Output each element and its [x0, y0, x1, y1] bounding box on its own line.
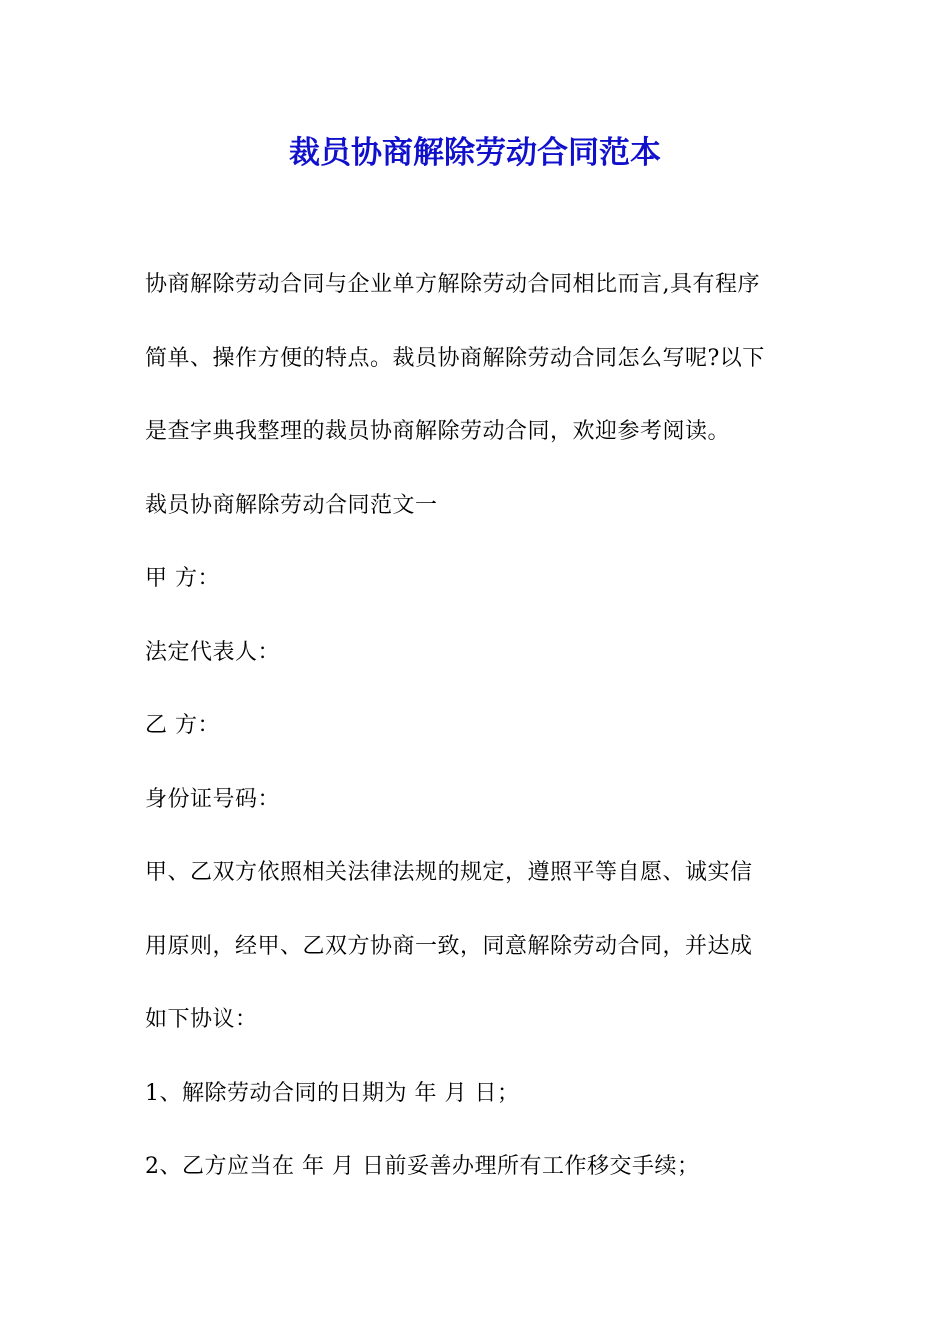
document-body — [145, 248, 810, 1204]
clause-1: 1、解除劳动合同的日期为 年 月 日； — [145, 1080, 520, 1106]
party-a-label: 甲 方： — [145, 566, 220, 591]
clause-2: 2、乙方应当在 年 月 日前妥善办理所有工作移交手续； — [145, 1154, 700, 1179]
intro-line-1: 协商解除劳动合同与企业单方解除劳动合同相比而言,具有程序 — [145, 272, 760, 297]
id-number-label: 身份证号码： — [145, 786, 281, 812]
legal-representative-label: 法定代表人： — [145, 639, 281, 665]
intro-line-3: 是查字典我整理的裁员协商解除劳动合同，欢迎参考阅读。 — [145, 419, 731, 444]
agreement-line-2: 用原则，经甲、乙双方协商一致，同意解除劳动合同，并达成 — [145, 933, 753, 959]
document-title: 裁员协商解除劳动合同范本 — [289, 135, 661, 171]
agreement-line-1: 甲、乙双方依照相关法律法规的规定，遵照平等自愿、诚实信 — [145, 860, 753, 885]
section-heading: 裁员协商解除劳动合同范文一 — [145, 492, 438, 518]
party-b-label: 乙 方： — [145, 713, 220, 738]
agreement-line-3: 如下协议： — [145, 1007, 258, 1032]
intro-line-2: 简单、操作方便的特点。裁员协商解除劳动合同怎么写呢?以下 — [145, 345, 765, 371]
